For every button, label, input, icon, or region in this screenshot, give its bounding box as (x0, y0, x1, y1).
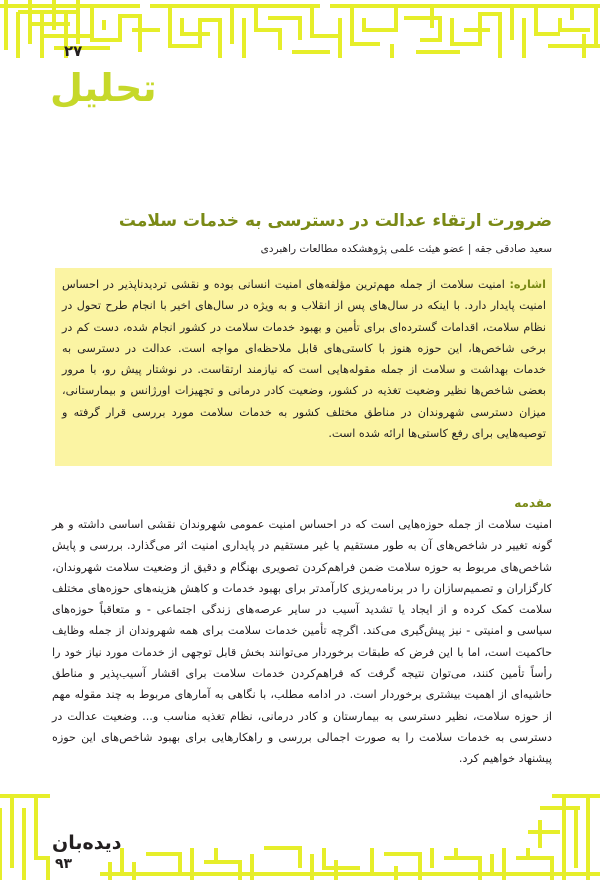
article-title: ضرورت ارتقاء عدالت در دسترسی به خدمات سلامت (118, 211, 552, 231)
intro-heading: مقدمه (514, 496, 552, 510)
abstract-body: امنیت سلامت از جمله مهم‌ترین مؤلفه‌های امنیت انسانی بوده و نقشی تردیدناپذیر در احساس امنیت پایدار دارد. با اینکه در سال‌های پس از انقلاب و به ویژه در سال‌های اخیر با انجام طرح تحول در نظام سلامت، اقدامات گسترده‌ای برای تأمین و بهبود خدمات سلامت در کشور انجام شده، دست کم در برخی شاخص‌ها، این حوزه هنوز با کاستی‌های قابل ملاحظه‌ای مواجه است. عدالت در دسترسی به خدمات بهداشت و سلامت از جمله مقوله‌هایی است که نیازمند ارتقاست. در نوشتار پیش رو، با مرور بعضی شاخص‌ها نظیر وضعیت تغذیه در کشور، وضعیت کادر درمانی و تجهیزات اورژانس و بیمارستانی، میزان دسترسی شهروندان در مناطق مختلف کشور به خدمات سلامت مورد بررسی قرار گرفته و توصیه‌هایی برای رفع کاستی‌ها ارائه شده است. (62, 278, 546, 441)
journal-logo: دیده‌بان (52, 832, 122, 854)
section-title: تحلیل (50, 66, 157, 110)
page-number-bottom: ۹۳ (55, 856, 73, 872)
maze-pattern-top (0, 0, 600, 58)
abstract-label: اشاره: (509, 278, 546, 291)
intro-paragraph: امنیت سلامت از جمله حوزه‌هایی است که در احساس امنیت عمومی شهروندان نقشی اساسی داشته و هر گونه تغییر در شاخص‌های آن به طور مستقیم یا غیر مستقیم در پایداری امنیت اثر می‌گذارد. بررسی و پایش شاخص‌های مربوط به حوزه سلامت ضمن فراهم‌کردن تصویری بهنگام و دقیق از وضعیت سلامت شهروندان، کارگزاران و تصمیم‌سازان را در برنامه‌ریزی کارآمدتر برای بهبود خدمات و کاهش هزینه‌های حوزه‌های مختلف سلامت کمک کرده و از ایجاد یا تشدید آسیب در سایر عرصه‌های زندگی اجتماعی - و متعاقباً حوزه‌های سیاسی و امنیتی - نیز پیش‌گیری می‌کند. اگرچه تأمین خدمات سلامت برای همه شهروندان از جمله وظایف حاکمیت است، اما با این فرض که طبقات برخوردار می‌توانند بخش قابل توجهی از خدمات مورد نیاز خود را رأساً تأمین کنند، می‌توان نتیجه گرفت که فراهم‌کردن خدمات سلامت برای اقشار آسیب‌پذیر و مناطق حاشیه‌ای از اهمیت بیشتری برخوردار است. در ادامه مطلب، با نگاهی به آمارهای مربوط به چند مقوله مهم از حوزه سلامت، نظیر دسترسی به بیمارستان و کادر درمانی، نظام تغذیه مناسب و... وضعیت عدالت در دسترسی به خدمات سلامت را به صورت اجمالی بررسی و راهکارهایی برای بهبود شاخص‌های این حوزه پیشنهاد خواهیم کرد. (52, 518, 552, 766)
author-byline: سعید صادقی جقه | عضو هیئت علمی پژوهشکده مطالعات راهبردی (260, 243, 552, 255)
abstract-paragraph (62, 274, 546, 444)
page-number-top: ۲۷ (64, 42, 83, 60)
